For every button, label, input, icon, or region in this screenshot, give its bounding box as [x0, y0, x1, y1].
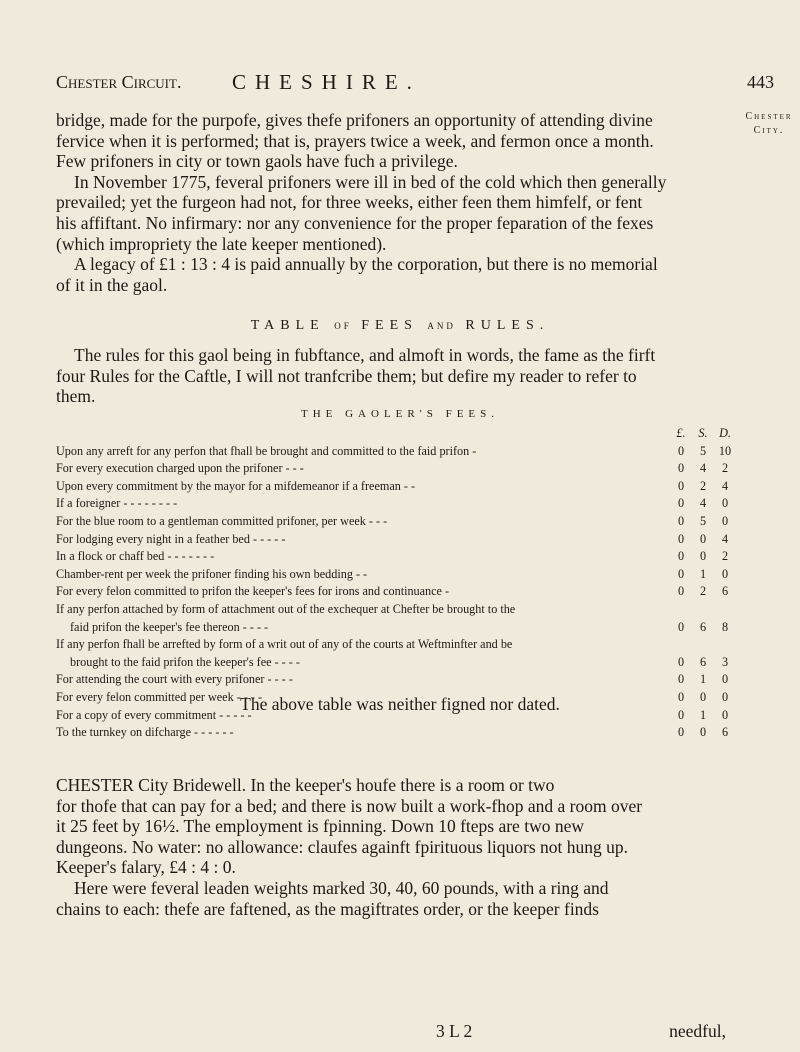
fee-pence: 4: [721, 531, 729, 546]
fee-pence: 3: [721, 654, 729, 669]
fee-row: [56, 654, 736, 672]
fee-description: If any perfon attached by form of attachment out of the exchequer at Chefter be brought to the: [56, 601, 516, 616]
fee-row: [56, 619, 736, 637]
fees-header-row: [56, 425, 736, 443]
fee-row: [56, 495, 736, 513]
text-line: The rules for this gaol being in fubftance, and almoft in words, the fame as the firft: [74, 345, 656, 365]
fee-description: For every execution charged upon the prifoner - - -: [56, 461, 304, 476]
fee-pounds: 0: [677, 513, 685, 528]
fee-shillings: 4: [699, 461, 707, 476]
fee-description: To the turnkey on difcharge - - - - - -: [56, 725, 234, 740]
text-line: In November 1775, feveral prifoners were ill in bed of the cold which then generally: [74, 171, 667, 192]
fee-description: For attending the court with every prifoner - - - -: [56, 672, 293, 687]
fees-table-title: THE GAOLER'S FEES.: [300, 408, 499, 420]
fee-row: [56, 478, 736, 496]
fee-description: If any perfon fhall be arrefted by form of a writ out of any of the courts at Weftminfter and be: [56, 637, 513, 652]
page-number: 443: [747, 72, 774, 92]
paragraph-2: [56, 345, 726, 407]
fee-description: For the blue room to a gentleman committed prifoner, per week - - -: [56, 513, 388, 528]
fee-pence: 6: [721, 725, 729, 740]
fee-pounds: 0: [677, 672, 685, 687]
fee-pounds: 0: [677, 549, 685, 564]
section-title: [0, 318, 800, 334]
text-line: (which impropriety the late keeper mentioned).: [56, 233, 387, 254]
table-note: The above table was neither figned nor dated.: [240, 694, 560, 714]
fee-pence: 8: [721, 619, 729, 634]
fee-shillings: 0: [699, 531, 707, 546]
fee-pence: 0: [721, 566, 729, 581]
fee-description: If a foreigner - - - - - - - -: [56, 496, 178, 511]
catchword: needful,: [669, 1021, 726, 1041]
fee-row: [56, 443, 736, 461]
paragraph-3: [56, 775, 726, 919]
text-line: Few prifoners in city or town gaols have fuch a privilege.: [56, 151, 458, 172]
fee-row: [56, 671, 736, 689]
fee-row: [56, 531, 736, 549]
fee-pounds: 0: [677, 619, 685, 634]
text-line: them.: [56, 386, 96, 407]
fee-description: For every felon committed to prifon the keeper's fees for irons and continuance -: [56, 584, 450, 599]
fee-pounds: 0: [677, 531, 685, 546]
text-line: of it in the gaol.: [56, 274, 168, 295]
text-line: for thofe that can pay for a bed; and there is now built a work-fhop and a room over: [56, 795, 643, 816]
title-word: AND: [427, 321, 456, 331]
fee-description: Chamber-rent per week the prifoner finding his own bedding - -: [56, 566, 368, 581]
fee-shillings: 4: [699, 496, 707, 511]
fee-pounds: 0: [677, 566, 685, 581]
pence-header: D.: [719, 426, 731, 440]
fee-shillings: 0: [699, 549, 707, 564]
fee-pounds: 0: [677, 496, 685, 511]
fee-description: For lodging every night in a feather bed - - - - -: [56, 531, 286, 546]
fee-pence: 0: [721, 496, 729, 511]
fee-description: In a flock or chaff bed - - - - - - -: [56, 549, 215, 564]
fee-shillings: 5: [699, 443, 707, 458]
text-line: CHESTER City Bridewell. In the keeper's houfe there is a room or two: [56, 775, 555, 795]
fee-description: Upon every commitment by the mayor for a mifdemeanor if a freeman - -: [56, 478, 416, 493]
fee-pence: 4: [721, 478, 729, 493]
fee-pence: 0: [721, 707, 729, 722]
fee-shillings: 2: [699, 584, 707, 599]
fee-pence: 2: [721, 461, 729, 476]
text-line: bridge, made for the purpofe, gives thefe prifoners an opportunity of attending divine: [56, 110, 653, 130]
text-line: A legacy of £1 : 13 : 4 is paid annually by the corporation, but there is no memorial: [74, 254, 658, 275]
fee-pounds: 0: [677, 584, 685, 599]
fee-row: [56, 724, 736, 742]
signature-mark: 3 L 2: [436, 1021, 473, 1041]
fee-pence: 0: [721, 513, 729, 528]
fee-shillings: 1: [699, 672, 707, 687]
text-line: it 25 feet by 16½. The employment is fpinning. Down 10 fteps are two new: [56, 816, 584, 837]
text-line: prevailed; yet the furgeon had not, for three weeks, either feen them himfelf, or fent: [56, 192, 643, 213]
fee-shillings: 5: [699, 513, 707, 528]
fee-pence: 0: [721, 672, 729, 687]
fee-pence: 6: [721, 584, 729, 599]
text-line: Here were feveral leaden weights marked 30, 40, 60 pounds, with a ring and: [74, 877, 609, 898]
text-line: dungeons. No water: no allowance: claufes againft fpirituous liquors not hung up.: [56, 836, 629, 857]
fee-row: [56, 513, 736, 531]
title-word: RULES.: [465, 318, 550, 333]
running-head-left: Chester Circuit.: [56, 72, 182, 92]
text-line: chains to each: thefe are faftened, as the magiftrates order, or the keeper finds: [56, 898, 599, 919]
fee-description: For a copy of every commitment - - - - -: [56, 707, 252, 722]
text-line: Keeper's falary, £4 : 4 : 0.: [56, 857, 236, 878]
fee-row: [56, 583, 736, 601]
fee-pounds: 0: [677, 689, 685, 704]
fee-description: For every felon committed per week - - - -: [56, 689, 263, 704]
fee-pounds: 0: [677, 461, 685, 476]
fee-shillings: 1: [699, 566, 707, 581]
fee-pence: 10: [718, 443, 732, 458]
fee-shillings: 6: [699, 654, 707, 669]
fee-description: Upon any arreft for any perfon that fhall be brought and committed to the faid prifon -: [56, 443, 477, 458]
running-head-title: CHESHIRE.: [232, 70, 421, 94]
fee-pence: 2: [721, 549, 729, 564]
fee-shillings: 2: [699, 478, 707, 493]
fee-shillings: 0: [699, 689, 707, 704]
fee-description: faid prifon the keeper's fee thereon - - - -: [70, 619, 269, 634]
fee-row: [56, 548, 736, 566]
fee-pounds: 0: [677, 478, 685, 493]
fee-shillings: 1: [699, 707, 707, 722]
fee-row: [56, 601, 736, 619]
fee-pounds: 0: [677, 707, 685, 722]
text-line: fervice when it is performed; that is, prayers twice a week, and fermon once a month.: [56, 130, 654, 151]
fee-row: [56, 566, 736, 584]
paragraph-1: [56, 110, 726, 295]
title-word: OF: [334, 321, 352, 331]
title-word: TABLE: [250, 318, 325, 333]
fee-row: [56, 460, 736, 478]
text-line: his affiftant. No infirmary: nor any convenience for the proper feparation of the fexes: [56, 212, 654, 233]
title-word: FEES: [361, 318, 418, 333]
fee-shillings: 6: [699, 619, 707, 634]
margin-note: Chester City.: [745, 111, 793, 136]
fee-pounds: 0: [677, 443, 685, 458]
fee-description: brought to the faid prifon the keeper's fee - - - -: [70, 654, 300, 669]
fee-shillings: 0: [699, 725, 707, 740]
pounds-header: £.: [676, 426, 686, 440]
shillings-header: S.: [698, 426, 708, 440]
fee-row: [56, 636, 736, 654]
fee-pence: 0: [721, 689, 729, 704]
text-line: four Rules for the Caftle, I will not tranfcribe them; but defire my reader to refer to: [56, 365, 637, 386]
fee-pounds: 0: [677, 654, 685, 669]
fee-pounds: 0: [677, 725, 685, 740]
